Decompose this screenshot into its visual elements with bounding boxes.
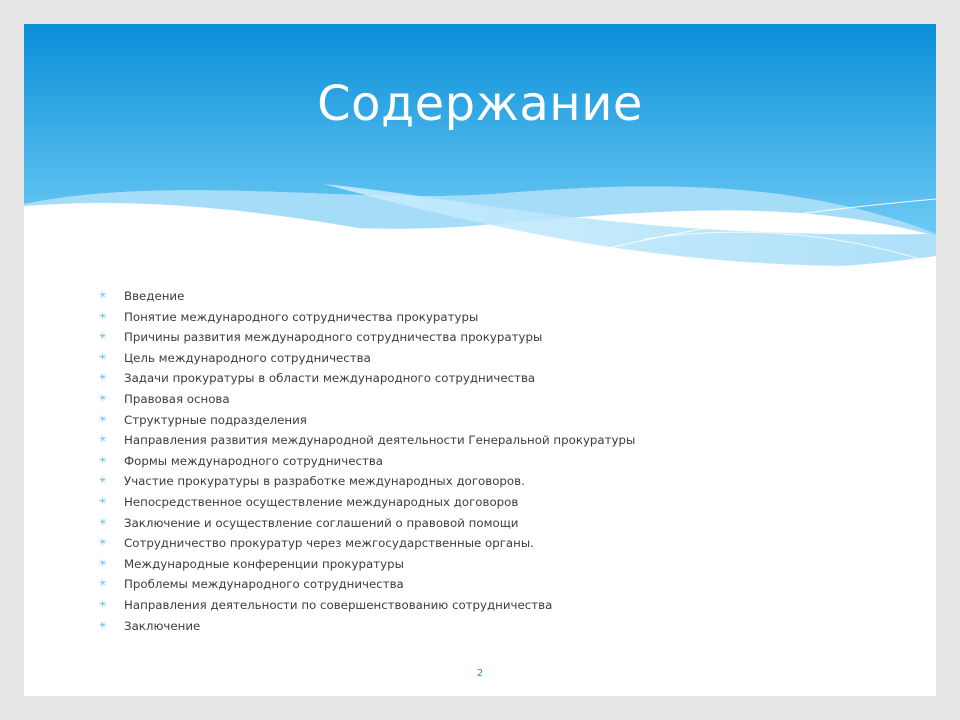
list-item — [96, 533, 896, 554]
list-item — [96, 389, 896, 410]
list-item-label: Заключение — [124, 618, 201, 633]
list-item-label: Проблемы международного сотрудничества — [124, 577, 404, 592]
list-item-label: Сотрудничество прокуратур через межгосударственные органы. — [124, 536, 534, 551]
list-item-label: Международные конференции прокуратуры — [124, 556, 404, 571]
star-bullet-icon: ✳ — [99, 311, 107, 322]
list-item — [96, 327, 896, 348]
header-wave-background — [24, 24, 936, 294]
list-item-label: Введение — [124, 289, 185, 303]
star-bullet-icon: ✳ — [99, 352, 107, 363]
star-bullet-icon: ✳ — [99, 373, 107, 384]
list-item — [96, 286, 896, 307]
slide — [24, 24, 936, 696]
star-bullet-icon: ✳ — [99, 435, 107, 446]
table-of-contents — [96, 286, 896, 636]
star-bullet-icon: ✳ — [99, 517, 107, 528]
page-number: 2 — [476, 668, 484, 679]
star-bullet-icon: ✳ — [99, 496, 107, 507]
star-bullet-icon: ✳ — [99, 620, 107, 631]
list-item — [96, 451, 896, 472]
list-item — [96, 348, 896, 369]
list-item — [96, 574, 896, 595]
star-bullet-icon: ✳ — [99, 332, 107, 343]
list-item — [96, 595, 896, 616]
star-bullet-icon: ✳ — [99, 579, 107, 590]
list-item — [96, 513, 896, 534]
star-bullet-icon: ✳ — [99, 538, 107, 549]
star-bullet-icon: ✳ — [99, 558, 107, 569]
list-item-label: Участие прокуратуры в разработке международных договоров. — [124, 474, 525, 489]
list-item — [96, 430, 896, 451]
list-item-label: Задачи прокуратуры в области международного сотрудничества — [124, 371, 536, 386]
list-item — [96, 410, 896, 431]
list-item — [96, 307, 896, 328]
list-item — [96, 554, 896, 575]
list-item — [96, 616, 896, 637]
list-item-label: Правовая основа — [124, 391, 230, 406]
list-item-label: Направления развития международной деятельности Генеральной прокуратуры — [124, 433, 636, 448]
star-bullet-icon: ✳ — [99, 414, 107, 425]
list-item — [96, 492, 896, 513]
star-bullet-icon: ✳ — [99, 599, 107, 610]
list-item-label: Структурные подразделения — [124, 412, 307, 427]
list-item-label: Понятие международного сотрудничества прокуратуры — [124, 309, 479, 324]
list-item-label: Заключение и осуществление соглашений о правовой помощи — [124, 515, 519, 530]
list-item-label: Непосредственное осуществление международных договоров — [124, 494, 519, 509]
star-bullet-icon: ✳ — [99, 455, 107, 466]
list-item-label: Формы международного сотрудничества — [124, 453, 383, 468]
list-item-label: Направления деятельности по совершенствованию сотрудничества — [124, 597, 553, 612]
list-item — [96, 471, 896, 492]
star-bullet-icon: ✳ — [99, 291, 107, 301]
list-item — [96, 368, 896, 389]
star-bullet-icon: ✳ — [99, 476, 107, 487]
list-item-label: Причины развития международного сотрудничества прокуратуры — [124, 330, 543, 345]
list-item-label: Цель международного сотрудничества — [124, 350, 371, 365]
star-bullet-icon: ✳ — [99, 393, 107, 404]
slide-title: Содержание — [317, 76, 643, 132]
